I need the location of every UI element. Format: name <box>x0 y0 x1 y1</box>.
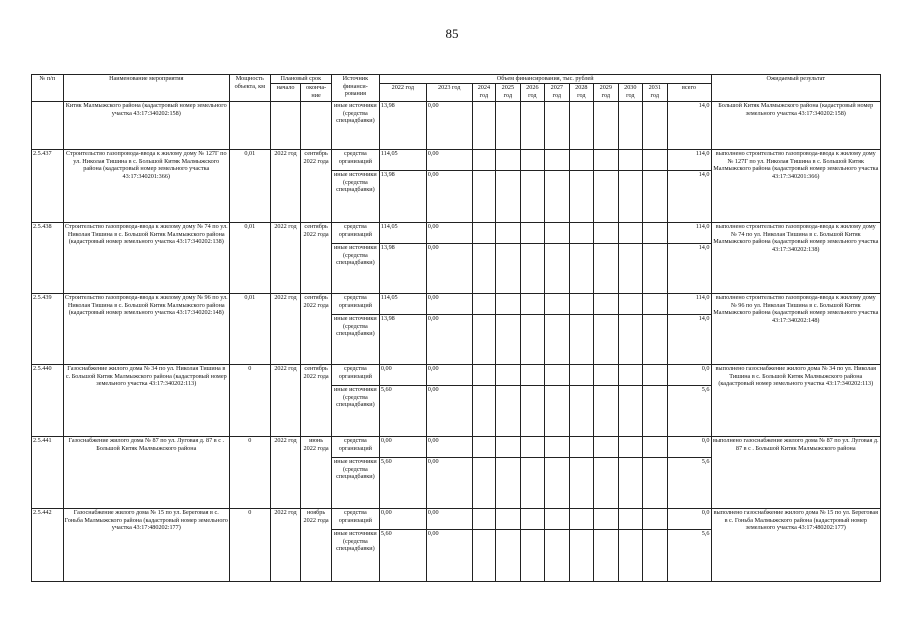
cell-total: 14,0 <box>667 244 711 294</box>
table-row <box>32 150 881 171</box>
cell-source: средства организаций <box>331 509 379 530</box>
cell-2023: 0,00 <box>426 437 472 458</box>
table-row <box>32 223 881 244</box>
cell-source: иные источники (средства спецнадбавки) <box>331 530 379 582</box>
cell-source: средства организаций <box>331 150 379 171</box>
cell-empty <box>569 530 593 582</box>
cell-empty <box>643 315 667 365</box>
cell-empty <box>618 365 642 386</box>
cell-empty <box>594 244 618 294</box>
cell-name: Строительство газопровода-ввода к жилому дому № 127Г по ул. Николая Тишина в с. Большой Китяк Малмыжского района (кадастровый номер земельного участка 43:17:340201:366) <box>63 150 229 223</box>
cell-empty <box>496 386 520 437</box>
cell-source: средства организаций <box>331 437 379 458</box>
cell-empty <box>496 365 520 386</box>
cell-empty <box>618 102 642 150</box>
cell-empty <box>545 315 569 365</box>
cell-power: 0,01 <box>229 294 270 365</box>
cell-result: выполнено газоснабжение жилого дома № 87 по ул. Луговая д. 87 в с . Большой Китяк Малмыжского района <box>711 437 880 509</box>
header-year: 2025 год <box>496 84 520 102</box>
cell-2023: 0,00 <box>426 150 472 171</box>
cell-2022: 114,05 <box>379 223 426 244</box>
cell-empty <box>496 244 520 294</box>
cell-empty <box>594 437 618 458</box>
cell-empty <box>520 386 544 437</box>
cell-empty <box>545 530 569 582</box>
cell-empty <box>472 102 495 150</box>
cell-num: 2.5.437 <box>32 150 64 223</box>
cell-end: сентябрь 2022 года <box>301 294 332 365</box>
cell-empty <box>618 509 642 530</box>
cell-empty <box>569 458 593 509</box>
cell-empty <box>472 244 495 294</box>
table-row <box>32 294 881 315</box>
cell-empty <box>618 458 642 509</box>
cell-power: 0,01 <box>229 150 270 223</box>
cell-empty <box>594 294 618 315</box>
cell-empty <box>569 150 593 171</box>
cell-result: выполнено строительство газопровода-ввода к жилому дому № 96 по ул. Николая Тишина в с. Большой Китяк Малмыжского района (кадастровый номер земельного участка 43:17:340202:148) <box>711 294 880 365</box>
cell-empty <box>472 223 495 244</box>
cell-empty <box>594 530 618 582</box>
cell-empty <box>618 315 642 365</box>
cell-total: 0,0 <box>667 509 711 530</box>
header-name: Наименование мероприятия <box>63 75 229 102</box>
header-num: № п/п <box>32 75 64 102</box>
cell-result: выполнено газоснабжение жилого дома № 34 по ул. Николая Тишина в с. Большой Китяк Малмыжского района (кадастровый номер земельного участка 43:17:340202:113) <box>711 365 880 437</box>
cell-result: выполнено газоснабжение жилого дома № 15 по ул. Береговая в с. Гоньба Малмыжского района (кадастровый номер земельного участка 43:17:480202:177) <box>711 509 880 582</box>
cell-empty <box>594 102 618 150</box>
cell-total: 114,0 <box>667 294 711 315</box>
cell-start: 2022 год <box>270 437 301 509</box>
header-year: 2027 год <box>545 84 569 102</box>
cell-empty <box>594 386 618 437</box>
cell-empty <box>618 437 642 458</box>
cell-source: средства организаций <box>331 223 379 244</box>
cell-source: иные источники (средства спецнадбавки) <box>331 315 379 365</box>
header-source: Источник финанси-рования <box>331 75 379 102</box>
header-year: 2031 год <box>643 84 667 102</box>
cell-2023: 0,00 <box>426 315 472 365</box>
cell-empty <box>545 365 569 386</box>
cell-empty <box>594 509 618 530</box>
cell-total: 14,0 <box>667 315 711 365</box>
cell-start: 2022 год <box>270 294 301 365</box>
cell-empty <box>643 294 667 315</box>
cell-empty <box>594 171 618 223</box>
cell-empty <box>520 530 544 582</box>
cell-end: сентябрь 2022 года <box>301 150 332 223</box>
table-header <box>32 75 881 102</box>
cell-total: 5,6 <box>667 458 711 509</box>
cell-empty <box>472 294 495 315</box>
cell-empty <box>545 244 569 294</box>
cell-empty <box>569 223 593 244</box>
cell-2022: 13,98 <box>379 171 426 223</box>
cell-empty <box>643 223 667 244</box>
cell-total: 114,0 <box>667 150 711 171</box>
cell-empty <box>496 223 520 244</box>
cell-empty <box>594 223 618 244</box>
cell-empty <box>472 509 495 530</box>
cell-start: 2022 год <box>270 509 301 582</box>
cell-name: Газоснабжение жилого дома № 87 по ул. Луговая д. 87 в с . Большой Китяк Малмыжского района <box>63 437 229 509</box>
cell-empty <box>569 102 593 150</box>
cell-empty <box>618 530 642 582</box>
cell-empty <box>569 437 593 458</box>
cell-end <box>301 102 332 150</box>
cell-end: сентябрь 2022 года <box>301 223 332 294</box>
cell-empty <box>520 102 544 150</box>
cell-empty <box>569 365 593 386</box>
cell-empty <box>472 365 495 386</box>
cell-empty <box>520 365 544 386</box>
cell-empty <box>496 530 520 582</box>
header-year: 2022 год <box>379 84 426 102</box>
cell-empty <box>496 294 520 315</box>
cell-empty <box>496 458 520 509</box>
cell-2022: 114,05 <box>379 294 426 315</box>
cell-2022: 13,98 <box>379 244 426 294</box>
cell-num: 2.5.442 <box>32 509 64 582</box>
cell-power: 0,01 <box>229 223 270 294</box>
cell-source: иные источники (средства спецнадбавки) <box>331 102 379 150</box>
cell-num: 2.5.440 <box>32 365 64 437</box>
header-result: Ожидаемый результат <box>711 75 880 102</box>
cell-empty <box>472 315 495 365</box>
header-year: 2026 год <box>520 84 544 102</box>
cell-2023: 0,00 <box>426 509 472 530</box>
cell-2023: 0,00 <box>426 458 472 509</box>
table-row <box>32 102 881 150</box>
cell-empty <box>520 223 544 244</box>
cell-2022: 5,60 <box>379 386 426 437</box>
cell-result: выполнено строительство газопровода-ввода к жилому дому № 74 по ул. Николая Тишина в с. Большой Китяк Малмыжского района (кадастровый номер земельного участка 43:17:340202:138) <box>711 223 880 294</box>
cell-2023: 0,00 <box>426 365 472 386</box>
cell-empty <box>643 102 667 150</box>
cell-empty <box>643 530 667 582</box>
header-year: 2024 год <box>472 84 495 102</box>
cell-2023: 0,00 <box>426 386 472 437</box>
cell-empty <box>643 244 667 294</box>
cell-source: иные источники (средства спецнадбавки) <box>331 171 379 223</box>
header-period-start: начало <box>270 84 301 102</box>
cell-num: 2.5.441 <box>32 437 64 509</box>
cell-source: иные источники (средства спецнадбавки) <box>331 458 379 509</box>
header-period: Плановый срок <box>270 75 331 84</box>
cell-empty <box>472 437 495 458</box>
header-funding: Объем финансирования, тыс. рублей <box>379 75 711 84</box>
cell-empty <box>643 365 667 386</box>
cell-empty <box>594 315 618 365</box>
cell-power: 0 <box>229 509 270 582</box>
cell-source: средства организаций <box>331 365 379 386</box>
cell-2023: 0,00 <box>426 530 472 582</box>
cell-total: 0,0 <box>667 365 711 386</box>
cell-empty <box>569 171 593 223</box>
cell-empty <box>545 294 569 315</box>
cell-empty <box>618 386 642 437</box>
header-year: 2030 год <box>618 84 642 102</box>
cell-result: Большой Китяк Малмыжского района (кадастровый номер земельного участка 43:17:340202:158) <box>711 102 880 150</box>
cell-name: Газоснабжение жилого дома № 34 по ул. Николая Тишина в с. Большой Китяк Малмыжского района (кадастровый номер земельного участка 43:17:340202:113) <box>63 365 229 437</box>
cell-total: 5,6 <box>667 386 711 437</box>
cell-empty <box>472 386 495 437</box>
cell-empty <box>472 171 495 223</box>
cell-2023: 0,00 <box>426 244 472 294</box>
cell-empty <box>618 244 642 294</box>
table-row <box>32 365 881 386</box>
cell-name: Газоснабжение жилого дома № 15 по ул. Береговая в с. Гоньба Малмыжского района (кадастровый номер земельного участка 43:17:480202:177) <box>63 509 229 582</box>
cell-empty <box>496 437 520 458</box>
cell-start <box>270 102 301 150</box>
cell-empty <box>520 458 544 509</box>
header-total: всего <box>667 84 711 102</box>
cell-empty <box>643 150 667 171</box>
cell-empty <box>520 437 544 458</box>
cell-empty <box>643 386 667 437</box>
cell-2022: 0,00 <box>379 509 426 530</box>
cell-total: 0,0 <box>667 437 711 458</box>
cell-empty <box>520 171 544 223</box>
cell-start: 2022 год <box>270 150 301 223</box>
cell-num: 2.5.438 <box>32 223 64 294</box>
cell-empty <box>545 386 569 437</box>
header-year: 2029 год <box>594 84 618 102</box>
cell-empty <box>496 150 520 171</box>
cell-2023: 0,00 <box>426 102 472 150</box>
table-row <box>32 437 881 458</box>
cell-empty <box>618 294 642 315</box>
cell-empty <box>618 150 642 171</box>
cell-empty <box>496 315 520 365</box>
cell-2022: 0,00 <box>379 365 426 386</box>
cell-empty <box>618 223 642 244</box>
cell-empty <box>594 458 618 509</box>
cell-total: 14,0 <box>667 102 711 150</box>
cell-empty <box>545 458 569 509</box>
cell-empty <box>643 458 667 509</box>
cell-empty <box>569 244 593 294</box>
cell-end: ноябрь 2022 года <box>301 509 332 582</box>
cell-2022: 114,05 <box>379 150 426 171</box>
cell-empty <box>643 437 667 458</box>
cell-power <box>229 102 270 150</box>
cell-empty <box>545 150 569 171</box>
cell-name: Строительство газопровода-ввода к жилому дому № 96 по ул. Николая Тишина в с. Большой Китяк Малмыжского района (кадастровый номер земельного участка 43:17:340202:148) <box>63 294 229 365</box>
cell-power: 0 <box>229 437 270 509</box>
table-body <box>32 102 881 582</box>
cell-result: выполнено строительство газопровода-ввода к жилому дому № 127Г по ул. Николая Тишина в с. Большой Китяк Малмыжского района (кадастровый номер земельного участка 43:17:340201:366) <box>711 150 880 223</box>
header-period-end: оконча-ние <box>301 84 332 102</box>
cell-2022: 13,98 <box>379 315 426 365</box>
cell-source: средства организаций <box>331 294 379 315</box>
cell-source: иные источники (средства спецнадбавки) <box>331 244 379 294</box>
cell-empty <box>472 150 495 171</box>
cell-empty <box>496 509 520 530</box>
header-year: 2023 год <box>426 84 472 102</box>
page-number: 85 <box>445 26 459 41</box>
cell-num <box>32 102 64 150</box>
cell-2023: 0,00 <box>426 171 472 223</box>
cell-empty <box>545 437 569 458</box>
plan-table <box>31 74 881 582</box>
cell-empty <box>496 102 520 150</box>
cell-empty <box>643 509 667 530</box>
cell-empty <box>545 102 569 150</box>
cell-empty <box>472 530 495 582</box>
header-power: Мощность объекта, км <box>229 75 270 102</box>
cell-start: 2022 год <box>270 365 301 437</box>
cell-empty <box>520 150 544 171</box>
cell-empty <box>545 171 569 223</box>
cell-empty <box>569 315 593 365</box>
cell-empty <box>472 458 495 509</box>
cell-2022: 5,60 <box>379 458 426 509</box>
cell-num: 2.5.439 <box>32 294 64 365</box>
cell-source: иные источники (средства спецнадбавки) <box>331 386 379 437</box>
cell-empty <box>545 223 569 244</box>
cell-empty <box>520 294 544 315</box>
cell-2022: 13,98 <box>379 102 426 150</box>
cell-empty <box>569 386 593 437</box>
cell-empty <box>520 315 544 365</box>
cell-empty <box>569 509 593 530</box>
header-year: 2028 год <box>569 84 593 102</box>
cell-empty <box>643 171 667 223</box>
cell-end: сентябрь 2022 года <box>301 365 332 437</box>
cell-empty <box>545 509 569 530</box>
cell-empty <box>520 244 544 294</box>
cell-name: Строительство газопровода-ввода к жилому дому № 74 по ул. Николая Тишина в с. Большой Китяк Малмыжского района (кадастровый номер земельного участка 43:17:340202:138) <box>63 223 229 294</box>
cell-empty <box>594 365 618 386</box>
cell-empty <box>618 171 642 223</box>
cell-empty <box>520 509 544 530</box>
cell-empty <box>496 171 520 223</box>
cell-total: 14,0 <box>667 171 711 223</box>
cell-power: 0 <box>229 365 270 437</box>
cell-name: Китяк Малмыжского района (кадастровый номер земельного участка 43:17:340202:158) <box>63 102 229 150</box>
table-row <box>32 509 881 530</box>
cell-total: 114,0 <box>667 223 711 244</box>
cell-2023: 0,00 <box>426 294 472 315</box>
cell-2023: 0,00 <box>426 223 472 244</box>
cell-2022: 0,00 <box>379 437 426 458</box>
cell-end: июнь 2022 года <box>301 437 332 509</box>
cell-total: 5,6 <box>667 530 711 582</box>
cell-empty <box>569 294 593 315</box>
cell-empty <box>594 150 618 171</box>
cell-start: 2022 год <box>270 223 301 294</box>
cell-2022: 5,60 <box>379 530 426 582</box>
